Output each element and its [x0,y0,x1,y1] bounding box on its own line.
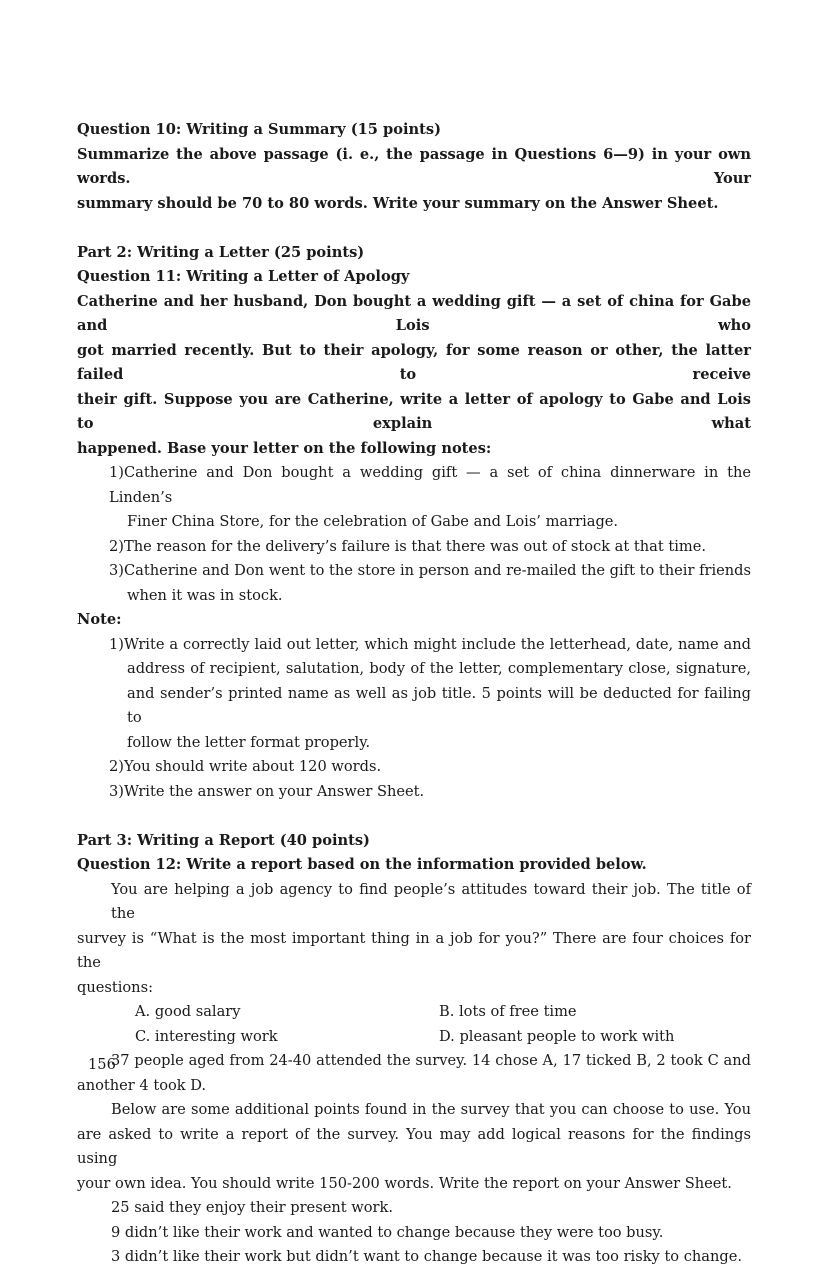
report-paragraph-line: survey is “What is the most important thing in a job for you?” There are four choices for the [77,929,751,971]
note-item-line: 1)Write a correctly laid out letter, which might include the letterhead, date, name and [109,635,751,653]
note-item-line: 3)Write the answer on your Answer Sheet. [109,782,425,800]
choice-c: C. interesting work [135,1027,278,1045]
choice-b: B. lots of free time [439,1003,577,1020]
choice-a: A. good salary [135,1003,241,1020]
question-10-instruction-line: Summarize the above passage (i. e., the passage in Questions 6—9) in your own words. Your [77,145,751,187]
choice-row [77,1025,751,1050]
note-item-line: and sender’s printed name as well as job title. 5 points will be deducted for failing to [127,684,751,726]
report-paragraph-line: You are helping a job agency to find people’s attitudes toward their job. The title of the [111,880,751,922]
choice-d: D. pleasant people to work with [439,1027,675,1045]
question-11-intro-line: Catherine and her husband, Don bought a wedding gift — a set of china for Gabe and Lois who [77,292,751,334]
survey-point: 9 didn’t like their work and wanted to change because they were too busy. [111,1223,664,1241]
survey-result-line: another 4 took D. [77,1076,207,1094]
report-instruction-line: Below are some additional points found in the survey that you can choose to use. You [111,1101,751,1118]
letter-note-line: Finer China Store, for the celebration of Gabe and Lois’ marriage. [127,513,619,530]
letter-note-line: 2)The reason for the delivery’s failure is that there was out of stock at that time. [109,537,706,555]
letter-note-line: when it was in stock. [127,586,283,604]
question-11-intro-line: got married recently. But to their apology, for some reason or other, the latter failed to receive [77,341,751,383]
page-number: 156 [88,1056,116,1073]
report-paragraph-line: questions: [77,978,153,996]
survey-result-line: 37 people aged from 24-40 attended the survey. 14 chose A, 17 ticked B, 2 took C and [111,1052,751,1069]
question-10-instruction-line: summary should be 70 to 80 words. Write your summary on the Answer Sheet. [77,194,719,212]
survey-point: 25 said they enjoy their present work. [111,1199,393,1216]
part-3-heading: Part 3: Writing a Report (40 points) [77,831,370,849]
choice-row [77,1000,751,1025]
question-12-heading: Question 12: Write a report based on the information provided below. [77,856,647,873]
note-label: Note: [77,611,122,628]
note-item-line: address of recipient, salutation, body of the letter, complementary close, signature, [127,660,751,677]
question-10-heading: Question 10: Writing a Summary (15 points) [77,121,441,138]
note-item-line: follow the letter format properly. [127,733,371,751]
report-instruction-line: are asked to write a report of the survey. You may add logical reasons for the findings using [77,1125,751,1167]
survey-point: 3 didn’t like their work but didn’t want to change because it was too risky to change. [111,1248,743,1265]
part-2-heading: Part 2: Writing a Letter (25 points) [77,243,365,261]
letter-note-line: 1)Catherine and Don bought a wedding gift — a set of china dinnerware in the Linden’s [109,464,751,506]
question-11-intro-line: their gift. Suppose you are Catherine, write a letter of apology to Gabe and Lois to explain what [77,390,751,432]
letter-note-line: 3)Catherine and Don went to the store in person and re-mailed the gift to their friends [109,562,751,579]
note-item-line: 2)You should write about 120 words. [109,758,382,775]
question-11-heading: Question 11: Writing a Letter of Apology [77,268,410,285]
page-content [77,118,751,1270]
report-instruction-line: your own idea. You should write 150-200 words. Write the report on your Answer Sheet. [77,1174,732,1192]
question-11-intro-line: happened. Base your letter on the following notes: [77,439,492,457]
